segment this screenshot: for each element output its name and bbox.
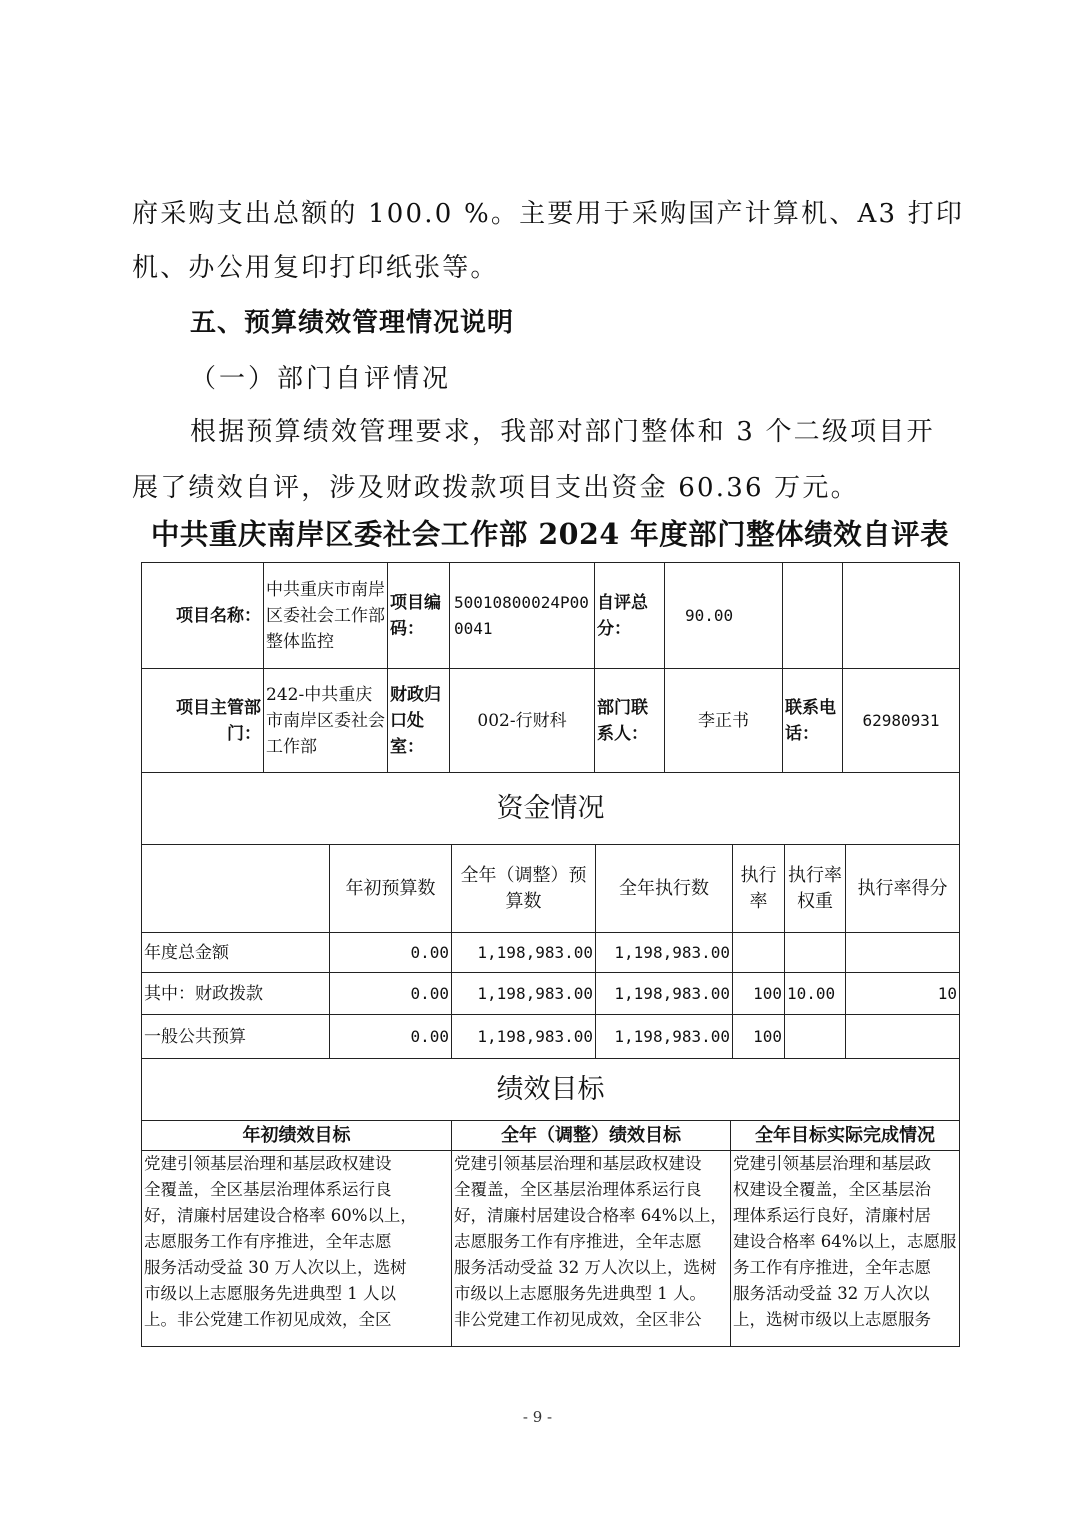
sub-heading: （一）部门自评情况 bbox=[190, 364, 452, 394]
goal-line: 党建引领基层治理和基层政权建设 bbox=[144, 1154, 392, 1173]
funds-row-rate bbox=[733, 933, 785, 973]
funds-header-row bbox=[142, 845, 960, 933]
funds-header-adjusted: 全年（调整）预算数 bbox=[452, 845, 596, 933]
goals-section-title: 绩效目标 bbox=[142, 1059, 960, 1121]
contact-value: 李正书 bbox=[665, 669, 783, 773]
funds-row-initial: 0.00 bbox=[330, 1015, 452, 1059]
funds-row bbox=[142, 933, 960, 973]
project-name-value: 中共重庆市南岸区委社会工作部整体监控 bbox=[264, 563, 388, 669]
funds-header-score: 执行率得分 bbox=[846, 845, 960, 933]
goals-header-adjusted: 全年（调整）绩效目标 bbox=[452, 1121, 731, 1151]
goal-line: 服务活动受益 30 万人次以上，选树 bbox=[144, 1258, 407, 1277]
funds-row-label: 一般公共预算 bbox=[142, 1015, 330, 1059]
goal-line: 服务活动受益 32 万人次以上，选树 bbox=[454, 1258, 717, 1277]
funds-row-adjusted: 1,198,983.00 bbox=[452, 973, 596, 1015]
goal-line: 全覆盖，全区基层治理体系运行良 bbox=[144, 1180, 392, 1199]
info-row-1 bbox=[142, 563, 960, 669]
finance-office-label: 财政归口处室： bbox=[388, 669, 450, 773]
goal-line: 志愿服务工作有序推进，全年志愿 bbox=[454, 1232, 702, 1251]
goals-initial-text bbox=[142, 1151, 452, 1347]
funds-row-rate: 100 bbox=[733, 1015, 785, 1059]
funds-row-rate: 100 bbox=[733, 973, 785, 1015]
funds-row bbox=[142, 973, 960, 1015]
info-row-2 bbox=[142, 669, 960, 773]
phone-label: 联系电话： bbox=[783, 669, 843, 773]
goals-table bbox=[141, 1058, 960, 1347]
funds-row-weight: 10.00 bbox=[785, 973, 846, 1015]
funds-row-score bbox=[846, 1015, 960, 1059]
funds-section-title: 资金情况 bbox=[142, 773, 960, 845]
funds-row-score bbox=[846, 933, 960, 973]
funds-header-weight: 执行率权重 bbox=[785, 845, 846, 933]
funds-row-executed: 1,198,983.00 bbox=[596, 933, 733, 973]
goal-line: 好，清廉村居建设合格率 60%以上， bbox=[144, 1206, 417, 1225]
goal-line: 上，选树市级以上志愿服务 bbox=[733, 1310, 931, 1329]
funds-row-executed: 1,198,983.00 bbox=[596, 1015, 733, 1059]
table-title: 中共重庆南岸区委社会工作部 2024 年度部门整体绩效自评表 bbox=[150, 517, 950, 551]
intro-line-1: 府采购支出总额的 100.0 %。主要用于采购国产计算机、A3 打印 bbox=[132, 199, 965, 229]
goals-header-row bbox=[142, 1121, 960, 1151]
goal-line: 党建引领基层治理和基层政权建设 bbox=[454, 1154, 702, 1173]
goal-line: 服务活动受益 32 万人次以 bbox=[733, 1284, 930, 1303]
contact-label: 部门联系人： bbox=[595, 669, 665, 773]
goals-adjusted-text bbox=[452, 1151, 731, 1347]
goal-line: 建设合格率 64%以上，志愿服 bbox=[733, 1232, 957, 1251]
funds-header-rate: 执行率 bbox=[733, 845, 785, 933]
funds-row bbox=[142, 1015, 960, 1059]
goals-section-row bbox=[142, 1059, 960, 1121]
funds-row-initial: 0.00 bbox=[330, 973, 452, 1015]
goal-line: 市级以上志愿服务先进典型 1 人以 bbox=[144, 1284, 396, 1303]
goals-header-actual: 全年目标实际完成情况 bbox=[731, 1121, 960, 1151]
goal-line: 上。非公党建工作初见成效，全区 bbox=[144, 1310, 392, 1329]
funds-table bbox=[141, 772, 960, 1059]
funds-row-adjusted: 1,198,983.00 bbox=[452, 933, 596, 973]
score-value: 90.00 bbox=[665, 563, 783, 669]
goal-line: 好，清廉村居建设合格率 64%以上， bbox=[454, 1206, 727, 1225]
intro-line-2: 机、办公用复印打印纸张等。 bbox=[132, 253, 499, 283]
goal-line: 权建设全覆盖，全区基层治 bbox=[733, 1180, 931, 1199]
empty-cell bbox=[843, 563, 960, 669]
goal-line: 党建引领基层治理和基层政 bbox=[733, 1154, 931, 1173]
score-label: 自评总分： bbox=[595, 563, 665, 669]
funds-row-score: 10 bbox=[846, 973, 960, 1015]
goal-line: 市级以上志愿服务先进典型 1 人。 bbox=[454, 1284, 706, 1303]
funds-header-initial: 年初预算数 bbox=[330, 845, 452, 933]
goal-line: 全覆盖，全区基层治理体系运行良 bbox=[454, 1180, 702, 1199]
funds-row-weight bbox=[785, 933, 846, 973]
empty-cell bbox=[783, 563, 843, 669]
funds-row-label: 年度总金额 bbox=[142, 933, 330, 973]
funds-row-adjusted: 1,198,983.00 bbox=[452, 1015, 596, 1059]
funds-header-executed: 全年执行数 bbox=[596, 845, 733, 933]
project-code-label: 项目编码： bbox=[388, 563, 450, 669]
body-line-2: 展了绩效自评，涉及财政拨款项目支出资金 60.36 万元。 bbox=[132, 473, 859, 503]
funds-row-executed: 1,198,983.00 bbox=[596, 973, 733, 1015]
funds-row-weight bbox=[785, 1015, 846, 1059]
goal-line: 非公党建工作初见成效，全区非公 bbox=[454, 1310, 702, 1329]
dept-value: 242-中共重庆市南岸区委社会工作部 bbox=[264, 669, 388, 773]
goal-line: 志愿服务工作有序推进，全年志愿 bbox=[144, 1232, 392, 1251]
body-line-1: 根据预算绩效管理要求，我部对部门整体和 3 个二级项目开 bbox=[190, 417, 935, 447]
page-number: - 9 - bbox=[522, 1408, 553, 1426]
project-name-label: 项目名称： bbox=[142, 563, 264, 669]
project-code-value: 50010800024P000041 bbox=[450, 563, 595, 669]
finance-office-value: 002-行财科 bbox=[450, 669, 595, 773]
goals-content-row bbox=[142, 1151, 960, 1347]
project-info-table bbox=[141, 562, 960, 773]
funds-header-blank bbox=[142, 845, 330, 933]
goal-line: 理体系运行良好，清廉村居 bbox=[733, 1206, 931, 1225]
funds-row-initial: 0.00 bbox=[330, 933, 452, 973]
funds-section-row bbox=[142, 773, 960, 845]
section-heading: 五、预算绩效管理情况说明 bbox=[190, 308, 515, 338]
dept-label: 项目主管部门： bbox=[142, 669, 264, 773]
goal-line: 务工作有序推进，全年志愿 bbox=[733, 1258, 931, 1277]
phone-value: 62980931 bbox=[843, 669, 960, 773]
goals-actual-text bbox=[731, 1151, 960, 1347]
goals-header-initial: 年初绩效目标 bbox=[142, 1121, 452, 1151]
funds-row-label: 其中：财政拨款 bbox=[142, 973, 330, 1015]
